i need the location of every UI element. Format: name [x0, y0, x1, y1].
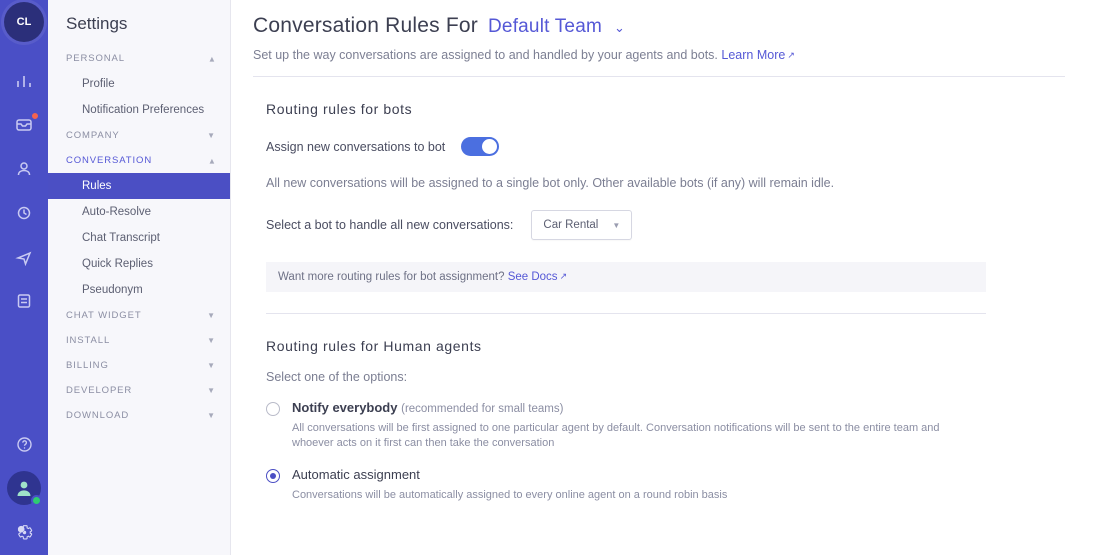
sidebar-group-download[interactable] — [48, 403, 230, 428]
agents-instruction: Select one of the options: — [266, 370, 408, 384]
team-selector-label[interactable]: Default Team — [488, 16, 602, 37]
settings-gear-icon[interactable] — [13, 521, 35, 543]
bots-section-title: Routing rules for bots — [266, 101, 413, 117]
chevron-down-icon[interactable]: ⌄ — [614, 20, 625, 35]
see-docs-label: See Docs — [507, 271, 558, 283]
reports-icon[interactable] — [13, 290, 35, 312]
sidebar-group-chat-widget-label: CHAT WIDGET — [66, 310, 142, 321]
sidebar-item-pseudonym[interactable]: Pseudonym — [82, 284, 143, 296]
bot-select-value: Car Rental — [543, 219, 599, 231]
option-automatic-assignment-body — [292, 466, 727, 503]
external-link-icon: ↗ — [787, 50, 795, 60]
sidebar-item-quick-replies[interactable]: Quick Replies — [82, 258, 153, 270]
chevron-down-icon: ▼ — [207, 130, 216, 140]
section-divider — [266, 313, 986, 314]
learn-more-label: Learn More — [721, 48, 786, 62]
sidebar-group-download-label: DOWNLOAD — [66, 410, 130, 421]
assign-to-bot-toggle[interactable] — [461, 137, 499, 156]
learn-more-link[interactable] — [721, 48, 794, 62]
option-automatic-assignment-title: Automatic assignment — [292, 467, 420, 482]
rail-icon-list — [13, 70, 35, 312]
assign-to-bot-label: Assign new conversations to bot — [266, 139, 446, 154]
radio-notify-everybody[interactable] — [266, 402, 280, 416]
sidebar-group-developer-label: DEVELOPER — [66, 385, 133, 396]
assign-to-bot-row — [266, 137, 1092, 156]
sidebar-group-install[interactable] — [48, 328, 230, 353]
main-content — [231, 0, 1120, 555]
sidebar-group-company-label: COMPANY — [66, 130, 120, 141]
page-subtitle — [253, 48, 1092, 62]
see-docs-link[interactable] — [508, 271, 567, 283]
sidebar-group-developer[interactable] — [48, 378, 230, 403]
sidebar-group-billing[interactable] — [48, 353, 230, 378]
chevron-down-icon: ▼ — [207, 385, 216, 395]
option-notify-everybody-body — [292, 399, 942, 451]
option-notify-everybody-hint: (recommended for small teams) — [401, 403, 564, 415]
option-notify-everybody-title — [292, 400, 563, 415]
rail-bottom-group — [0, 433, 48, 555]
page-subtitle-text: Set up the way conversations are assigned to and handled by your agents and bots. — [253, 48, 718, 62]
agents-section-title: Routing rules for Human agents — [266, 338, 482, 354]
chevron-down-icon: ▼ — [207, 360, 216, 370]
sidebar-group-conversation[interactable] — [48, 148, 230, 173]
option-notify-everybody-desc: All conversations will be first assigned to one particular agent by default. Conversation notifications will be sent to the entire team and whoever acts on it first can then take the conversation — [292, 422, 940, 449]
chevron-down-icon: ▼ — [612, 220, 621, 230]
analytics-icon[interactable] — [13, 70, 35, 92]
app-logo-label: CL — [16, 16, 32, 28]
toggle-knob — [482, 139, 497, 154]
page-title: Conversation Rules For — [253, 14, 478, 37]
bot-select-row — [266, 210, 1092, 240]
automation-icon[interactable] — [13, 202, 35, 224]
app-logo[interactable] — [4, 2, 44, 42]
bots-note: All new conversations will be assigned to a single bot only. Other available bots (if any) will remain idle. — [266, 176, 835, 190]
chevron-down-icon: ▼ — [207, 410, 216, 420]
chevron-down-icon: ▼ — [207, 335, 216, 345]
sidebar-item-notification-preferences[interactable]: Notification Preferences — [82, 104, 205, 116]
bot-docs-infobar — [266, 262, 986, 292]
option-notify-everybody[interactable] — [266, 399, 1092, 451]
sidebar-item-chat-transcript[interactable]: Chat Transcript — [82, 232, 160, 244]
bot-docs-text: Want more routing rules for bot assignment? — [278, 271, 505, 283]
sidebar-item-rules[interactable]: Rules — [48, 173, 230, 199]
settings-sidebar — [48, 0, 231, 555]
settings-title: Settings — [66, 14, 128, 33]
sidebar-group-personal[interactable] — [48, 46, 230, 71]
sidebar-group-company[interactable] — [48, 123, 230, 148]
page-header — [253, 14, 1092, 38]
sidebar-group-chat-widget[interactable] — [48, 303, 230, 328]
inbox-icon[interactable] — [13, 114, 35, 136]
primary-nav-rail — [0, 0, 48, 555]
chevron-down-icon: ▼ — [207, 310, 216, 320]
avatar[interactable] — [7, 471, 41, 505]
inbox-unread-badge — [31, 112, 39, 120]
sidebar-group-personal-label: PERSONAL — [66, 53, 125, 64]
help-icon[interactable] — [13, 433, 35, 455]
sidebar-group-conversation-label: CONVERSATION — [66, 155, 153, 166]
bot-select-label: Select a bot to handle all new conversations: — [266, 218, 514, 232]
chevron-up-icon: ▼ — [207, 54, 216, 64]
bot-select-dropdown[interactable] — [531, 210, 632, 240]
option-automatic-assignment-desc: Conversations will be automatically assigned to every online agent on a round robin basis — [292, 489, 728, 501]
sidebar-item-auto-resolve[interactable]: Auto-Resolve — [82, 206, 152, 218]
external-link-icon: ↗ — [559, 271, 568, 281]
header-divider — [253, 76, 1065, 77]
campaigns-icon[interactable] — [13, 246, 35, 268]
sidebar-group-install-label: INSTALL — [66, 335, 111, 346]
chevron-up-icon: ▼ — [207, 156, 216, 166]
sidebar-group-billing-label: BILLING — [66, 360, 109, 371]
option-automatic-assignment[interactable] — [266, 466, 1092, 503]
option-notify-everybody-name: Notify everybody — [292, 400, 398, 415]
online-status-dot — [31, 495, 42, 506]
contacts-icon[interactable] — [13, 158, 35, 180]
radio-automatic-assignment[interactable] — [266, 469, 280, 483]
sidebar-item-profile[interactable]: Profile — [82, 78, 115, 90]
